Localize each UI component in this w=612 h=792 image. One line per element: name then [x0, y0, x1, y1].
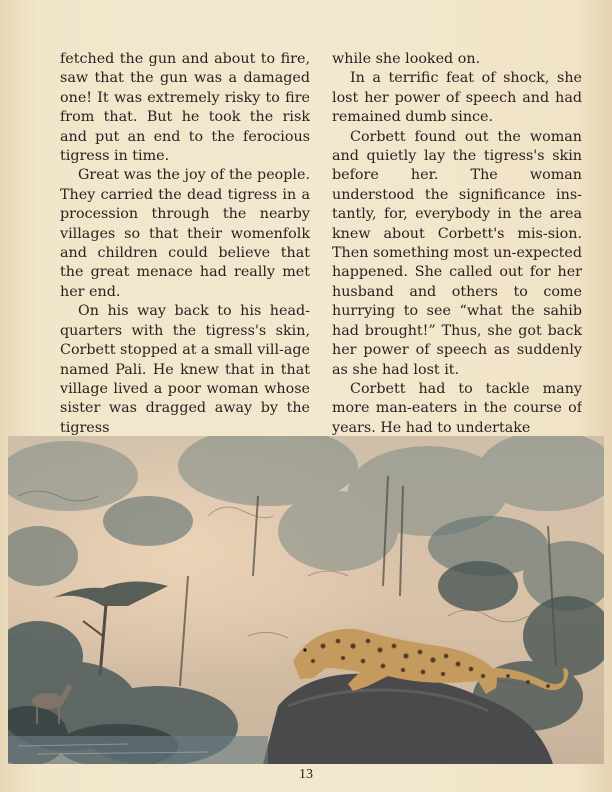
story-text: [60, 50, 582, 435]
paragraph: Corbett found out the woman and quietly lay the tigress's skin before her. The woman understood the significance ins-tantly, for, everybody in the area knew about Corbett's mis-sion. Then something most un-expected happened. She called out for her husband and others to come hurrying to see “what the sahib had brought!” Thus, she got back her power of speech as suddenly as she had lost it.: [332, 128, 582, 378]
paragraph: fetched the gun and about to fire, saw that the gun was a damaged one! It was extremely risky to fire from that. But he took the risk and put an end to the ferocious tigress in time.: [60, 51, 310, 165]
paragraph: while she looked on.: [332, 51, 481, 67]
left-column: [60, 50, 310, 435]
paragraph: Great was the joy of the people. They carried the dead tigress in a procession through the nearby villages so that their womenfolk and children could believe that the great menace had really met her end.: [60, 167, 310, 300]
paragraph: In a terrific feat of shock, she lost her power of speech and had remained dumb since.: [332, 70, 582, 126]
paragraph: Corbett had to tackle many more man-eaters in the course of years. He had to undertake: [332, 380, 582, 435]
paragraph: On his way back to his head-quarters with the tigress's skin, Corbett stopped at a small vill-age named Pali. He knew that in that village lived a poor woman whose sister was dragged away by the tigress: [60, 303, 310, 435]
leopard-forest-illustration: [8, 436, 604, 764]
page-number: 13: [299, 767, 313, 782]
right-column: [332, 50, 582, 435]
